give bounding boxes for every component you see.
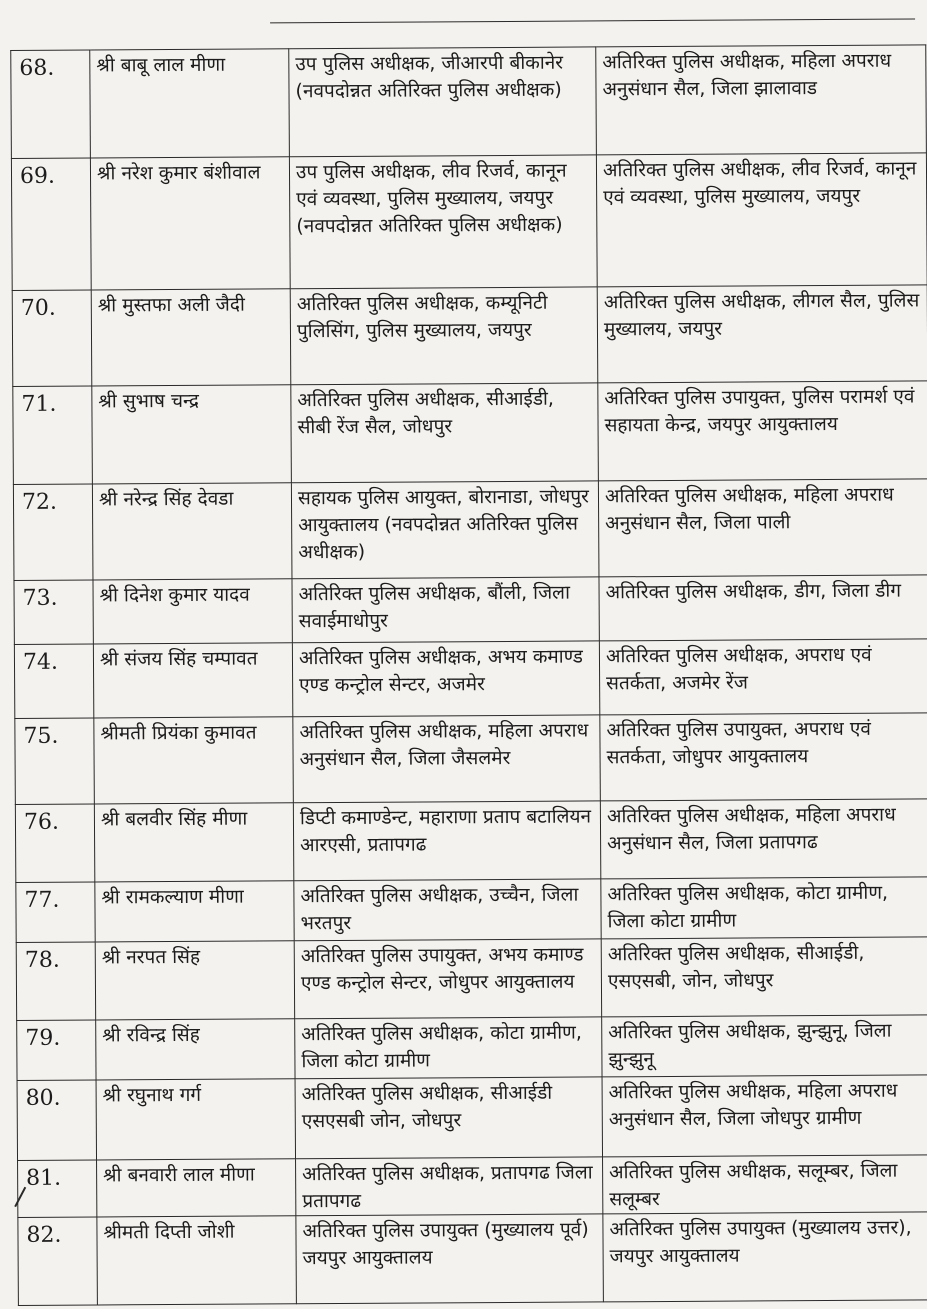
officer-name: श्री रविन्द्र सिंह (96, 1019, 295, 1080)
table-row (11, 153, 927, 291)
new-posting: अतिरिक्त पुलिस अधीक्षक, अपराध एवं सतर्कता, अजमेर रेंज (599, 639, 927, 715)
serial-number: 70. (12, 290, 92, 386)
current-posting: अतिरिक्त पुलिस अधीक्षक, कोटा ग्रामीण, जिला कोटा ग्रामीण (295, 1017, 602, 1079)
new-posting: अतिरिक्त पुलिस अधीक्षक, सलूम्बर, जिला सलूम्बर (603, 1155, 927, 1214)
new-posting: अतिरिक्त पुलिस अधीक्षक, झुन्झुनू, जिला झुन्झुनू (602, 1015, 927, 1077)
serial-number: 72. (13, 484, 93, 580)
new-posting: अतिरिक्त पुलिस अधीक्षक, सीआईडी, एसएसबी, जोन, जोधपुर (601, 937, 927, 1017)
new-posting: अतिरिक्त पुलिस अधीक्षक, लीगल सैल, पुलिस मुख्यालय, जयपुर (597, 285, 927, 383)
serial-number: 78. (16, 942, 95, 1020)
table-row (14, 575, 927, 645)
serial-number: 73. (14, 580, 93, 644)
officer-name: श्री रामकल्याण मीणा (95, 881, 294, 942)
current-posting: अतिरिक्त पुलिस अधीक्षक, महिला अपराध अनुसंधान सैल, जिला जैसलमेर (293, 715, 601, 803)
serial-number: 76. (15, 804, 94, 882)
current-posting: अतिरिक्त पुलिस उपायुक्त (मुख्यालय पूर्व) जयपुर आयुक्तालय (296, 1214, 604, 1304)
current-posting: अतिरिक्त पुलिस अधीक्षक, सीआईडी एसएसबी जोन, जोधपुर (295, 1077, 602, 1159)
table-row (15, 713, 927, 805)
serial-number: 71. (13, 386, 93, 484)
new-posting: अतिरिक्त पुलिस उपायुक्त (मुख्यालय उत्तर), जयपुर आयुक्तालय (603, 1212, 927, 1302)
serial-number: 68. (11, 50, 91, 158)
serial-number: 69. (11, 158, 91, 290)
officer-name: श्रीमती दिप्ती जोशी (97, 1216, 297, 1305)
officer-name: श्री नरपत सिंह (95, 941, 294, 1020)
officer-name: श्री बलवीर सिंह मीणा (94, 803, 293, 882)
current-posting: अतिरिक्त पुलिस अधीक्षक, बौंली, जिला सवाईमाधोपुर (292, 577, 599, 643)
table-row (16, 937, 927, 1021)
new-posting: अतिरिक्त पुलिस उपायुक्त, अपराध एवं सतर्कता, जोधुपर आयुक्तालय (600, 713, 927, 801)
serial-number: 82. (18, 1217, 98, 1305)
new-posting: अतिरिक्त पुलिस अधीक्षक, महिला अपराध अनुसंधान सैल, जिला झालावाड (596, 45, 927, 155)
current-posting: अतिरिक्त पुलिस अधीक्षक, कम्यूनिटी पुलिसिंग, पुलिस मुख्यालय, जयपुर (290, 287, 598, 385)
table-row (17, 1075, 927, 1161)
new-posting: अतिरिक्त पुलिस अधीक्षक, डीग, जिला डीग (599, 575, 927, 641)
current-posting: अतिरिक्त पुलिस अधीक्षक, सीआईडी, सीबी रेंज सैल, जोधपुर (291, 383, 599, 483)
serial-number: 75. (15, 718, 95, 804)
new-posting: अतिरिक्त पुलिस अधीक्षक, महिला अपराध अनुसंधान सैल, जिला जोधपुर ग्रामीण (602, 1075, 927, 1157)
serial-number: 81. (18, 1160, 97, 1217)
current-posting: डिप्टी कमाण्डेन्ट, महाराणा प्रताप बटालियन आरएसी, प्रतापगढ (293, 801, 600, 881)
officer-name: श्री मुस्तफा अली जैदी (91, 289, 291, 386)
officer-name: श्री नरेन्द्र सिंह देवडा (92, 483, 292, 580)
current-posting: उप पुलिस अधीक्षक, लीव रिजर्व, कानून एवं व्यवस्था, पुलिस मुख्यालय, जयपुर (नवपदोन्नत अतिरिक्त पुलिस अधीक्षक) (289, 155, 597, 289)
table-row (18, 1212, 927, 1306)
table-row (12, 285, 927, 387)
current-posting: उप पुलिस अधीक्षक, जीआरपी बीकानेर (नवपदोन्नत अतिरिक्त पुलिस अधीक्षक) (289, 47, 597, 157)
officer-name: श्रीमती प्रियंका कुमावत (94, 717, 294, 804)
current-posting: अतिरिक्त पुलिस अधीक्षक, अभय कमाण्ड एण्ड कन्ट्रोल सेन्टर, अजमेर (292, 641, 599, 717)
table-top-rule (270, 18, 915, 23)
table-row (11, 45, 927, 159)
serial-number: 77. (16, 882, 95, 942)
new-posting: अतिरिक्त पुलिस अधीक्षक, लीव रिजर्व, कानून एवं व्यवस्था, पुलिस मुख्यालय, जयपुर (596, 153, 927, 287)
officer-name: श्री संजय सिंह चम्पावत (93, 643, 292, 718)
officer-name: श्री रघुनाथ गर्ग (96, 1079, 295, 1160)
table-row (18, 1155, 927, 1218)
table-row (17, 1015, 927, 1081)
current-posting: अतिरिक्त पुलिस उपायुक्त, अभय कमाण्ड एण्ड कन्ट्रोल सेन्टर, जोधुपर आयुक्तालय (294, 939, 601, 1019)
current-posting: अतिरिक्त पुलिस अधीक्षक, प्रतापगढ जिला प्रतापगढ (296, 1157, 603, 1216)
officer-name: श्री नरेश कुमार बंशीवाल (90, 157, 290, 290)
document-page (10, 4, 923, 1300)
serial-number: 79. (17, 1020, 96, 1080)
table-row (14, 639, 927, 719)
table-row (15, 799, 927, 883)
transfer-table (10, 44, 927, 1306)
new-posting: अतिरिक्त पुलिस अधीक्षक, महिला अपराध अनुसंधान सैल, जिला पाली (598, 479, 927, 577)
serial-number: 74. (14, 644, 93, 718)
current-posting: सहायक पुलिस आयुक्त, बोरानाडा, जोधपुर आयुक्तालय (नवपदोन्नत अतिरिक्त पुलिस अधीक्षक) (291, 481, 599, 579)
table-row (13, 479, 927, 581)
officer-name: श्री बनवारी लाल मीणा (97, 1159, 296, 1217)
serial-number: 80. (17, 1080, 96, 1160)
new-posting: अतिरिक्त पुलिस अधीक्षक, महिला अपराध अनुसंधान सैल, जिला प्रतापगढ (600, 799, 927, 879)
new-posting: अतिरिक्त पुलिस अधीक्षक, कोटा ग्रामीण, जिला कोटा ग्रामीण (601, 877, 927, 939)
new-posting: अतिरिक्त पुलिस उपायुक्त, पुलिस परामर्श एवं सहायता केन्द्र, जयपुर आयुक्तालय (598, 381, 927, 481)
current-posting: अतिरिक्त पुलिस अधीक्षक, उच्चैन, जिला भरतपुर (294, 879, 601, 941)
officer-name: श्री सुभाष चन्द्र (92, 385, 292, 484)
table-body (11, 45, 927, 1306)
table-row (13, 381, 927, 485)
officer-name: श्री बाबू लाल मीणा (90, 49, 290, 158)
officer-name: श्री दिनेश कुमार यादव (93, 579, 292, 644)
table-row (16, 877, 927, 943)
